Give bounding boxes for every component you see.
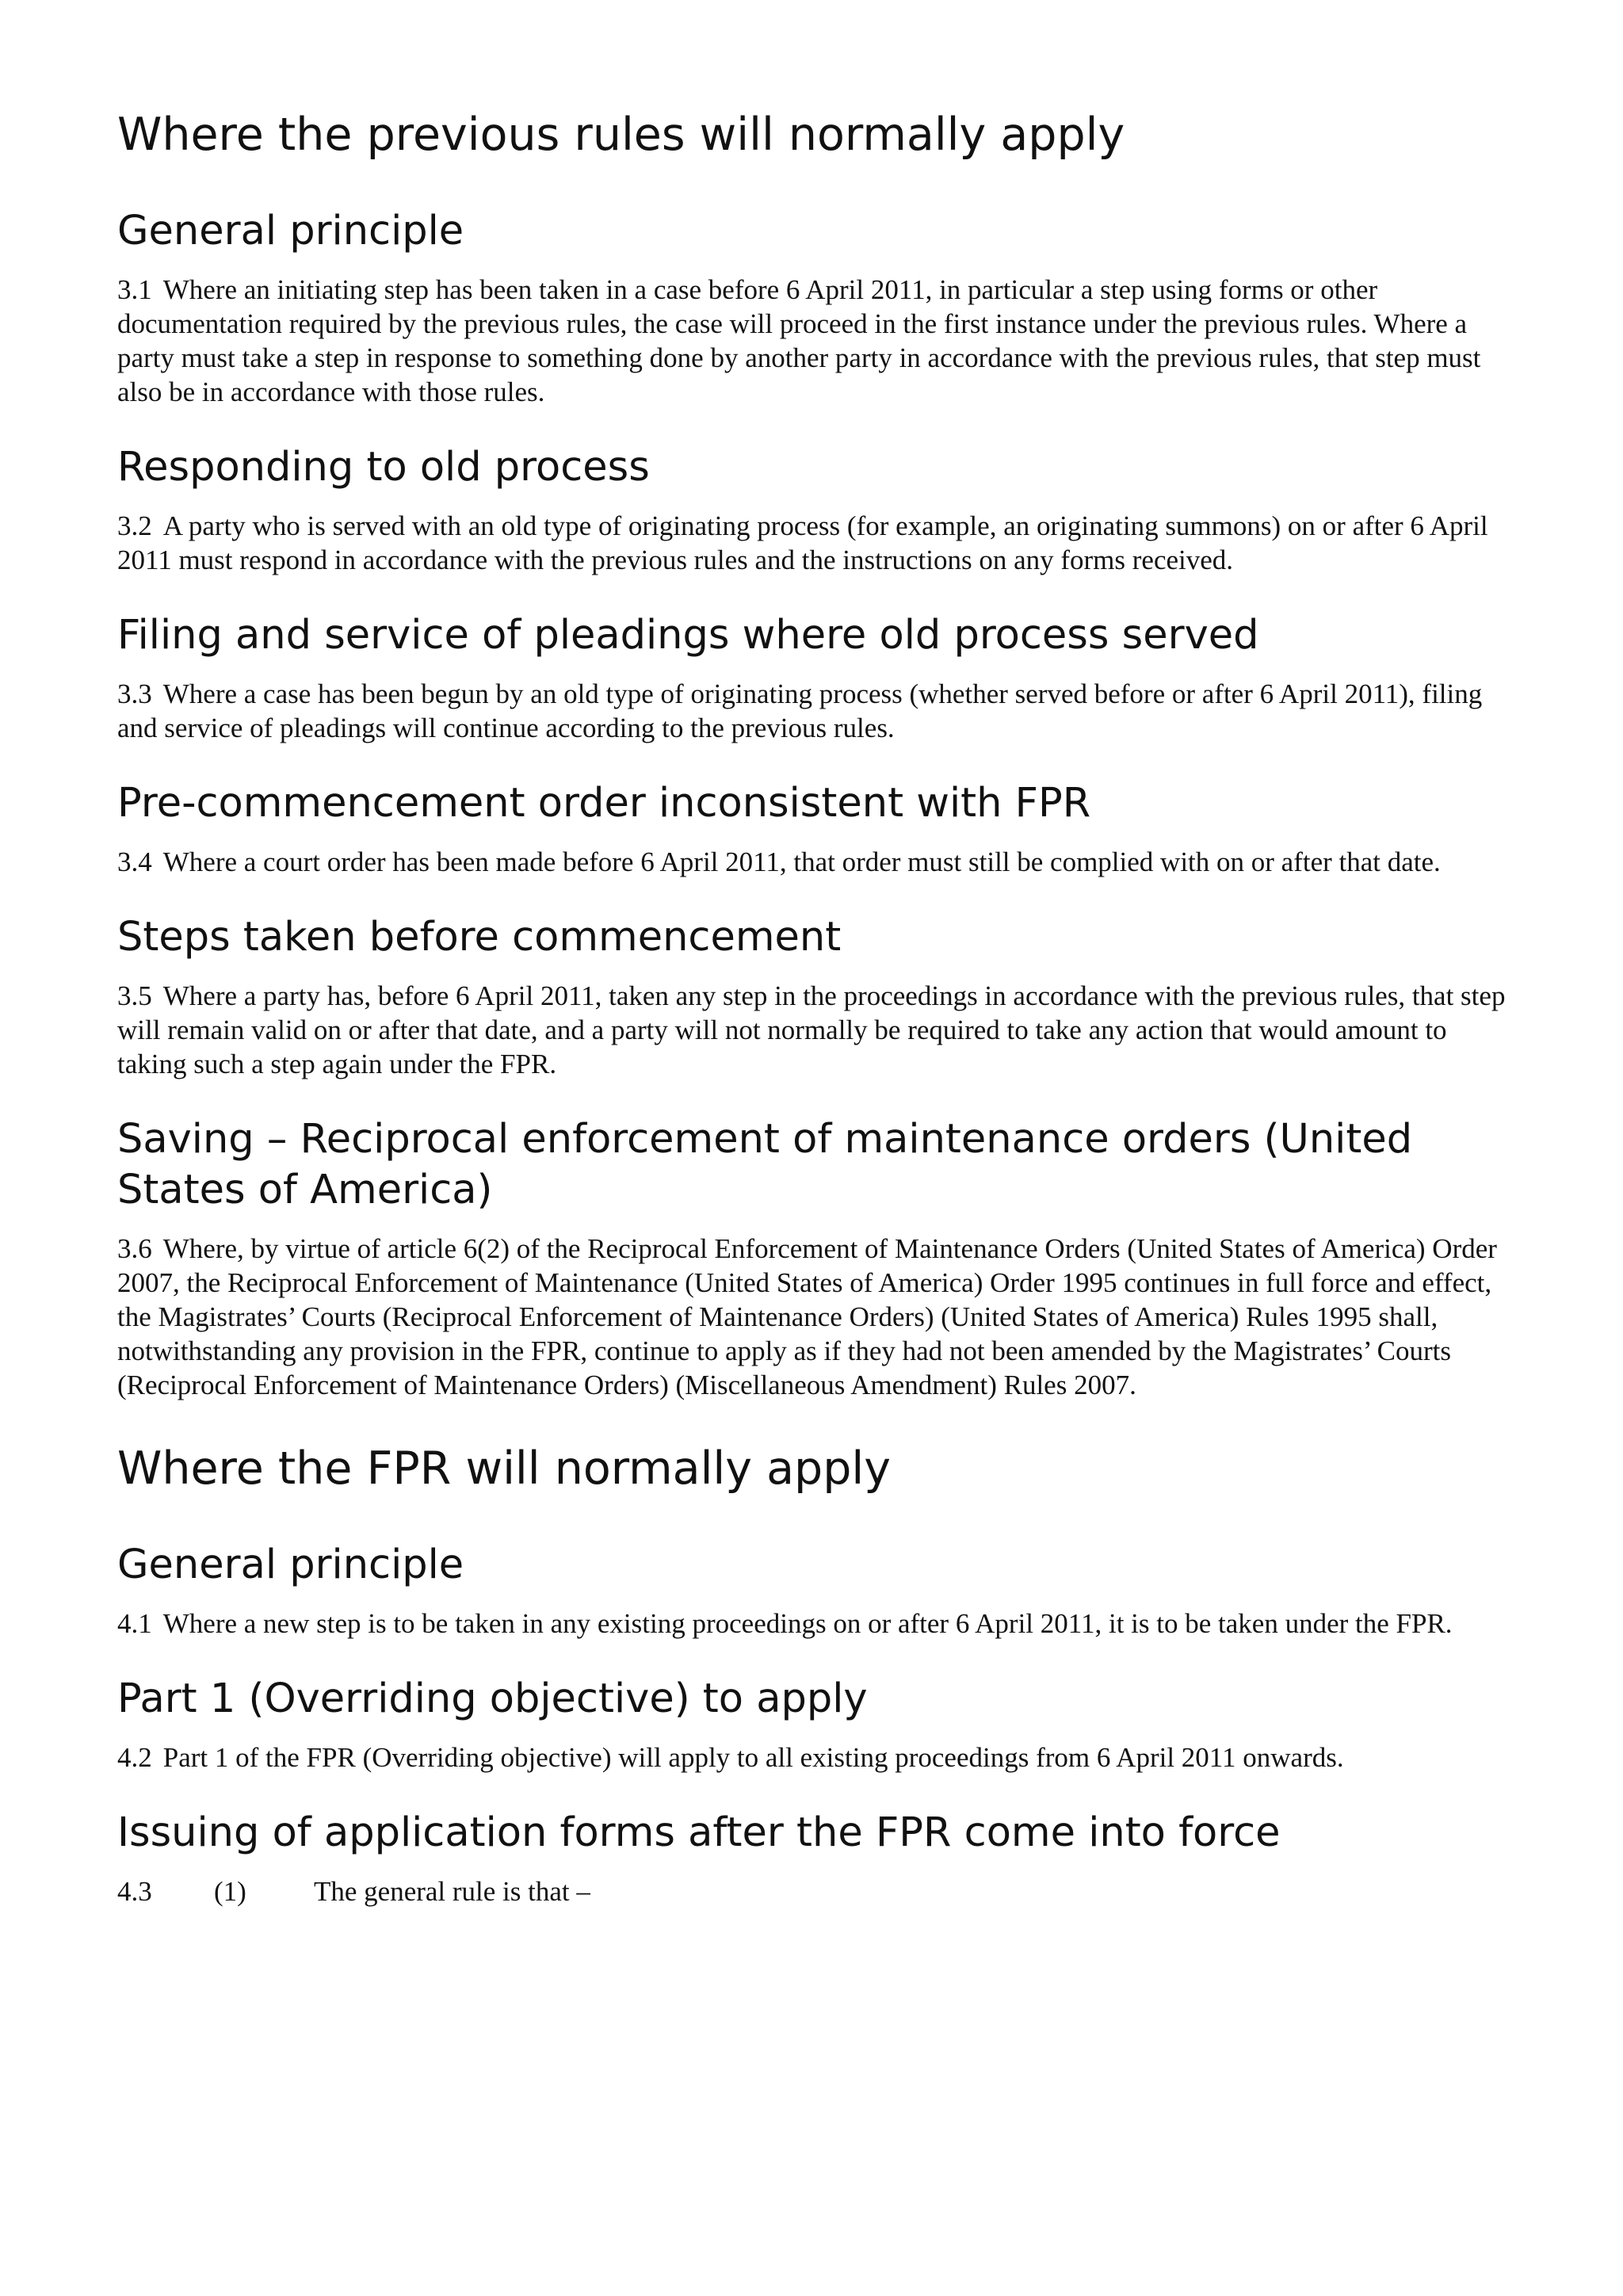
paragraph-3-2: [117, 509, 1520, 577]
paragraph-number: 3.1: [117, 274, 152, 305]
paragraph-3-4: [117, 845, 1520, 879]
paragraph-text: Where a court order has been made before 6 April 2011, that order must still be complied with on or after that date.: [162, 846, 1441, 877]
subsection-heading: Responding to old process: [117, 444, 650, 491]
subsection-heading: Steps taken before commencement: [117, 914, 842, 961]
paragraph-number: 3.4: [117, 846, 152, 877]
subsection-heading: Saving – Reciprocal enforcement of maintenance orders (United States of America): [117, 1116, 1413, 1213]
paragraph-text: Part 1 of the FPR (Overriding objective) will apply to all existing proceedings from 6 April 2011 onwards.: [162, 1742, 1344, 1773]
subsection-heading: Part 1 (Overriding objective) to apply: [117, 1675, 868, 1722]
paragraph-number: 3.5: [117, 980, 152, 1011]
paragraph-text: Where a new step is to be taken in any existing proceedings on or after 6 April 2011, it is to be taken under the FPR.: [162, 1608, 1453, 1639]
paragraph-text: The general rule is that –: [314, 1876, 590, 1907]
paragraph-number: 3.6: [117, 1233, 152, 1264]
paragraph-4-3: [117, 1874, 1520, 1908]
paragraph-4-2: [117, 1740, 1520, 1775]
section-heading: Where the FPR will normally apply: [117, 1442, 891, 1495]
paragraph-text: Where an initiating step has been taken in a case before 6 April 2011, in particular a step using forms or other documentation required by the previous rules, the case will proceed in the first instance under the previous rules. Where a party must take a step in response to something done by another party in accordance with the previous rules, that step must also be in accordance with those rules.: [117, 274, 1481, 407]
subsection-heading: Pre-commencement order inconsistent with FPR: [117, 780, 1091, 827]
section-heading: Where the previous rules will normally apply: [117, 109, 1125, 161]
subsection-heading: General principle: [117, 1541, 464, 1588]
paragraph-3-5: [117, 979, 1520, 1081]
paragraph-number: 4.3: [117, 1876, 152, 1907]
paragraph-text: A party who is served with an old type of originating process (for example, an originating summons) on or after 6 April 2011 must respond in accordance with the previous rules and the instructions on any forms received.: [117, 510, 1488, 575]
paragraph-3-3: [117, 677, 1520, 745]
paragraph-text: Where a case has been begun by an old type of originating process (whether served before or after 6 April 2011), filing and service of pleadings will continue according to the previous rules.: [117, 678, 1483, 743]
paragraph-number: 4.2: [117, 1742, 152, 1773]
document-page: [117, 108, 1520, 1908]
paragraph-number: 3.3: [117, 678, 152, 709]
paragraph-text: Where a party has, before 6 April 2011, taken any step in the proceedings in accordance with the previous rules, that step will remain valid on or after that date, and a party will not normally be required to take any action that would amount to taking such a step again under the FPR.: [117, 980, 1506, 1079]
subsection-heading: General principle: [117, 208, 464, 254]
paragraph-text: Where, by virtue of article 6(2) of the Reciprocal Enforcement of Maintenance Orders (United States of America) Order 2007, the Reciprocal Enforcement of Maintenance (United States of America) Order 1995 continues in full force and effect, the Magistrates’ Courts (Reciprocal Enforcement of Maintenance Orders) (United States of America) Rules 1995 shall, notwithstanding any provision in the FPR, continue to apply as if they had not been amended by the Magistrates’ Courts (Reciprocal Enforcement of Maintenance Orders) (Miscellaneous Amendment) Rules 2007.: [117, 1233, 1497, 1400]
subsection-heading: Filing and service of pleadings where old process served: [117, 612, 1259, 659]
paragraph-3-6: [117, 1232, 1520, 1402]
paragraph-3-1: [117, 273, 1520, 409]
paragraph-number: 4.1: [117, 1608, 152, 1639]
subsection-heading: Issuing of application forms after the FPR come into force: [117, 1809, 1281, 1856]
paragraph-number: 3.2: [117, 510, 152, 541]
paragraph-4-1: [117, 1606, 1520, 1641]
sub-paragraph-number: (1): [214, 1876, 246, 1907]
